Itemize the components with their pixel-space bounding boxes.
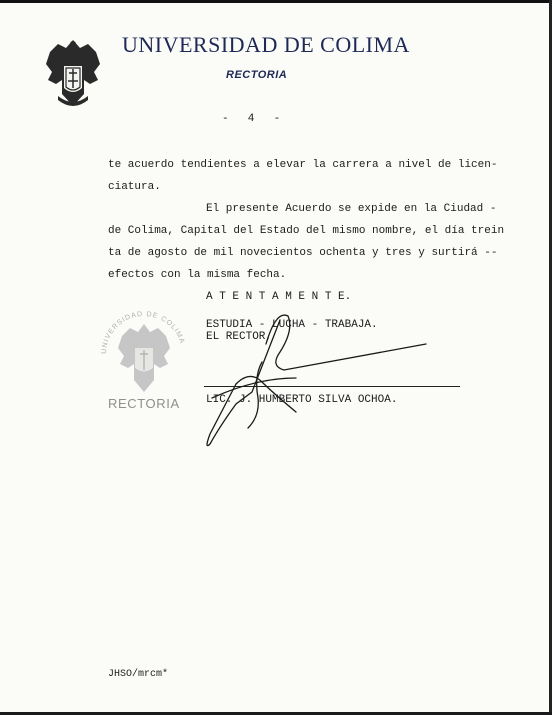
page-number: - 4 - (222, 113, 283, 125)
body-line: te acuerdo tendientes a elevar la carrera a nivel de licen- (108, 159, 498, 171)
closing-salutation: A T E N T A M E N T E. (206, 291, 352, 303)
handwritten-signature (196, 300, 436, 452)
signatory-name: LIC. J. HUMBERTO SILVA OCHOA. (206, 394, 398, 406)
university-crest-logo (44, 36, 102, 110)
body-line: ciatura. (108, 181, 161, 193)
scan-edge-top (0, 0, 552, 3)
office-name: RECTORIA (226, 69, 288, 81)
typist-initials: JHSO/mrcm* (108, 669, 169, 680)
signatory-title: EL RECTOR, (206, 331, 273, 343)
university-name: UNIVERSIDAD DE COLIMA (122, 32, 410, 57)
motto: ESTUDIA - LUCHA - TRABAJA. (206, 319, 378, 331)
body-line: El presente Acuerdo se expide en la Ciudad - (206, 203, 497, 215)
stamp-label: RECTORIA (108, 396, 180, 411)
svg-text:UNIVERSIDAD DE COLIMA: UNIVERSIDAD DE COLIMA (100, 310, 186, 355)
body-line: efectos con la misma fecha. (108, 269, 287, 281)
body-line: de Colima, Capital del Estado del mismo nombre, el día trein (108, 225, 505, 237)
rectoria-stamp (96, 302, 192, 408)
body-line: ta de agosto de mil novecientos ochenta y tres y surtirá -- (108, 247, 498, 259)
